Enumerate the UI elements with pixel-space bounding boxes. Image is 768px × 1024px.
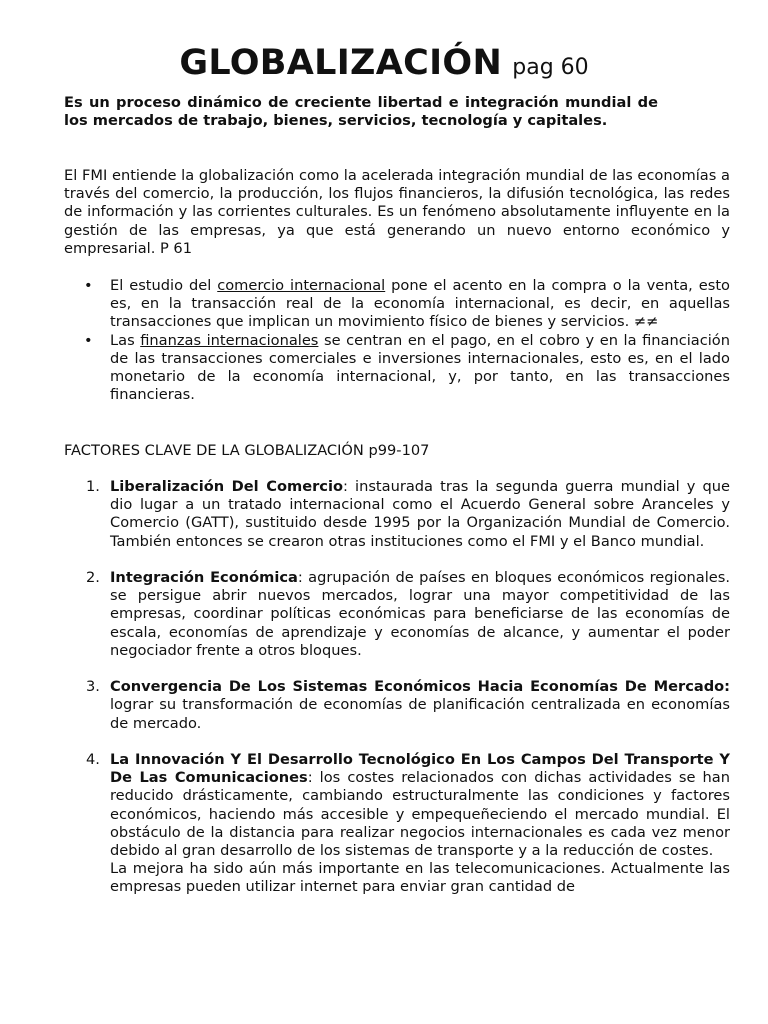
factor-item-convergencia bbox=[64, 678, 730, 733]
bullet-list bbox=[64, 277, 730, 404]
fmi-paragraph: El FMI entiende la globalización como la acelerada integración mundial de las economías a través del comercio, la producción, los flujos financieros, la difusión tecnológica, las redes de información y las corrientes culturales. Es un fenómeno absolutamente influyente en la gestión de las empresas, ya que está generando un nuevo entorno económico y empresarial. P 61 bbox=[64, 167, 730, 257]
factor-text: : instaurada tras la segunda guerra mundial y que dio lugar a un tratado internacional como el Acuerdo General sobre Aranceles y Comercio (GATT), sustituido desde 1995 por la Organización Mundial de Comercio. También entonces se crearon otras instituciones como el FMI y el Banco mundial. bbox=[110, 478, 730, 550]
factor-text: : los costes relacionados con dichas actividades se han reducido drásticamente, cambiando estructuralmente las condiciones y factores económicos, haciendo más accesible y empequeñeciendo el mercado mundial. El obstáculo de la distancia para realizar negocios internacionales es cada vez menor debido al gran desarrollo de los sistemas de transporte y a la reducción de costes. bbox=[110, 769, 730, 860]
factor-text: lograr su transformación de economías de planificación centralizada en economías de mercado. bbox=[110, 696, 730, 732]
bullet-term: finanzas internacionales bbox=[140, 331, 319, 349]
factor-item-innovacion bbox=[64, 751, 730, 897]
bullet-item-comercio bbox=[64, 277, 730, 332]
bullet-text-pre: Las bbox=[110, 331, 141, 349]
bullet-marker: • bbox=[84, 331, 93, 349]
factor-title: Integración Económica bbox=[110, 569, 298, 586]
factor-item-liberalizacion bbox=[64, 478, 730, 551]
factor-extra-paragraph: La mejora ha sido aún más importante en las telecomunicaciones. Actualmente las empresas pueden utilizar internet para enviar gran cantidad de bbox=[110, 860, 730, 896]
factor-item-integracion bbox=[64, 569, 730, 660]
factor-number: 2. bbox=[86, 569, 100, 586]
bullet-text-post: se centran en el pago, en el cobro y en la financiación de las transacciones comerciales e inversiones internacionales, esto es, en el lado monetario de la economía internacional, y, por tanto, en las transacciones financieras. bbox=[110, 331, 730, 404]
factor-title: Liberalización Del Comercio bbox=[110, 478, 343, 495]
bullet-item-finanzas bbox=[64, 332, 730, 405]
definition-paragraph: Es un proceso dinámico de creciente libertad e integración mundial de los mercados de trabajo, bienes, servicios, tecnología y capitales. bbox=[64, 94, 658, 130]
factors-list bbox=[64, 478, 730, 915]
bullet-marker: • bbox=[84, 277, 93, 294]
factor-number: 4. bbox=[86, 751, 100, 768]
factor-text: : agrupación de países en bloques económicos regionales. se persigue abrir nuevos mercados, lograr una mayor competitividad de las empresas, coordinar políticas económicas para beneficiarse de las economías de escala, economías de aprendizaje y economías de alcance, y aumentar el poder negociador frente a otros bloques. bbox=[110, 569, 730, 659]
bullet-term: comercio internacional bbox=[217, 277, 386, 294]
bullet-text-pre: El estudio del bbox=[110, 277, 218, 294]
page-title bbox=[0, 40, 768, 91]
bullet-text-post: pone el acento en la compra o la venta, esto es, en la transacción real de la economía internacional, es decir, en aquellas transacciones que implican un movimiento físico de bienes y servicios. ≠≠ bbox=[110, 277, 730, 331]
factor-number: 1. bbox=[86, 478, 100, 495]
title-main: GLOBALIZACIÓN bbox=[179, 43, 503, 83]
factor-title: Convergencia De Los Sistemas Económicos Hacia Economías De Mercado: bbox=[110, 678, 730, 696]
factor-number: 3. bbox=[86, 678, 100, 696]
factors-heading: FACTORES CLAVE DE LA GLOBALIZACIÓN p99-107 bbox=[64, 442, 430, 459]
title-page-ref: pag 60 bbox=[512, 55, 589, 80]
factor-title: La Innovación Y El Desarrollo Tecnológico En Los Campos Del Transporte Y De Las Comunicaciones bbox=[110, 751, 730, 787]
